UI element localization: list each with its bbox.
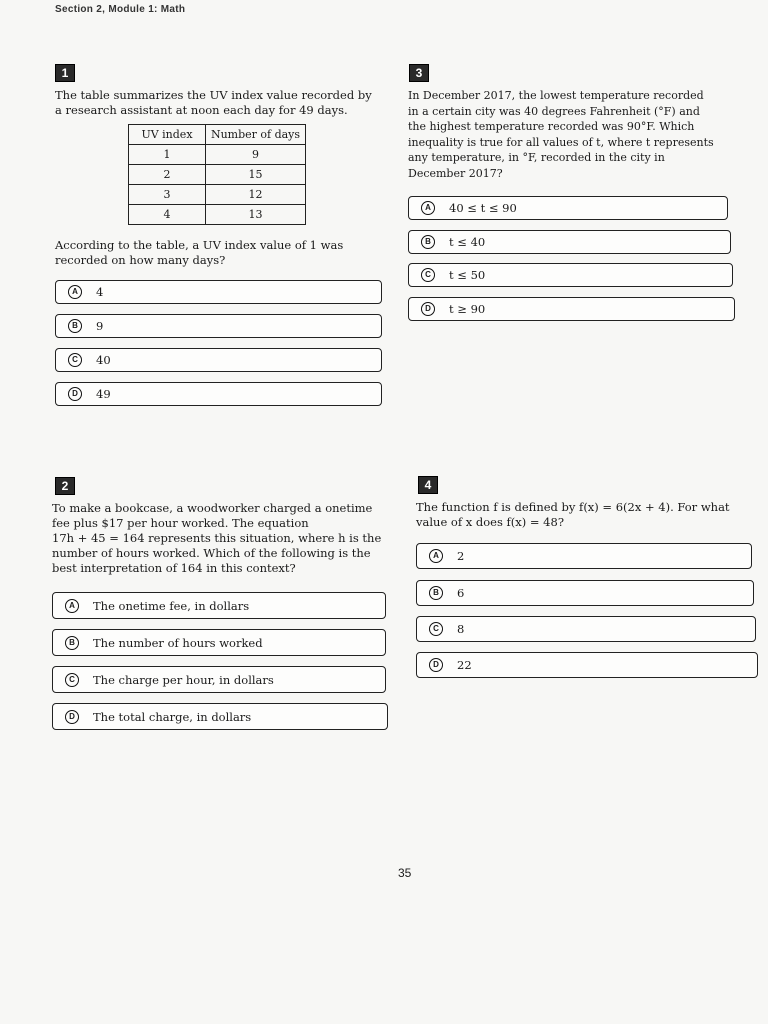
table-row	[129, 185, 306, 205]
choice-letter-b: B	[68, 319, 82, 333]
choice-text: 9	[96, 319, 104, 333]
q3-choice-c[interactable]	[408, 263, 733, 287]
choice-letter-c: C	[421, 268, 435, 282]
q2-choice-d[interactable]	[52, 703, 388, 730]
choice-letter-c: C	[68, 353, 82, 367]
q3-choice-a[interactable]	[408, 196, 728, 220]
table-row	[129, 145, 306, 165]
question-4-text: The function f is defined by f(x) = 6(2x + 4). For what value of x does f(x) = 48?	[416, 500, 730, 529]
choice-text: The charge per hour, in dollars	[93, 672, 274, 687]
q4-choice-c[interactable]	[416, 616, 756, 642]
choice-text: 22	[457, 658, 472, 672]
uv-index-table	[128, 124, 306, 225]
q3-choice-d[interactable]	[408, 297, 735, 321]
question-number-3: 3	[409, 64, 429, 82]
q4-choice-d[interactable]	[416, 652, 758, 678]
question-number-1: 1	[55, 64, 75, 82]
choice-letter-a: A	[68, 285, 82, 299]
choice-letter-c: C	[65, 673, 79, 687]
table-row	[129, 165, 306, 185]
choice-letter-a: A	[65, 599, 79, 613]
choice-letter-a: A	[421, 201, 435, 215]
table-header-row	[129, 125, 306, 145]
table-cell: 4	[129, 205, 206, 225]
table-cell: 1	[129, 145, 206, 165]
table-cell: 3	[129, 185, 206, 205]
page-number: 35	[398, 866, 412, 880]
q3-choice-b[interactable]	[408, 230, 731, 254]
choice-letter-d: D	[421, 302, 435, 316]
choice-letter-b: B	[65, 636, 79, 650]
choice-text: 40	[96, 353, 111, 367]
choice-text: The number of hours worked	[93, 635, 263, 650]
section-header: Section 2, Module 1: Math	[55, 4, 186, 15]
choice-letter-c: C	[429, 622, 443, 636]
table-row	[129, 205, 306, 225]
q2-choice-a[interactable]	[52, 592, 386, 619]
table-cell: 9	[206, 145, 306, 165]
q2-choice-b[interactable]	[52, 629, 386, 656]
choice-text: 6	[457, 586, 465, 600]
question-3-text: In December 2017, the lowest temperature recorded in a certain city was 40 degrees Fahrenheit (°F) and the highest temperature recorded was 90°F. Which inequality is true for all values of t, where t represents any temperature, in °F, recorded in the city in December 2017?	[408, 89, 714, 180]
choice-letter-d: D	[68, 387, 82, 401]
choice-letter-d: D	[65, 710, 79, 724]
choice-letter-b: B	[421, 235, 435, 249]
choice-text: t ≤ 40	[449, 235, 486, 249]
q4-choice-b[interactable]	[416, 580, 754, 606]
choice-text: 2	[457, 549, 465, 563]
choice-letter-d: D	[429, 658, 443, 672]
choice-text: t ≤ 50	[449, 268, 486, 282]
choice-text: 49	[96, 387, 111, 401]
table-cell: 15	[206, 165, 306, 185]
q4-choice-a[interactable]	[416, 543, 752, 569]
choice-text: 4	[96, 285, 104, 299]
question-1-prompt: According to the table, a UV index value of 1 was recorded on how many days?	[55, 238, 344, 267]
table-cell: 12	[206, 185, 306, 205]
question-number-2: 2	[55, 477, 75, 495]
q1-choice-a[interactable]	[55, 280, 382, 304]
table-header-uv-index: UV index	[129, 125, 206, 145]
choice-text: t ≥ 90	[449, 302, 486, 316]
table-cell: 2	[129, 165, 206, 185]
q1-choice-c[interactable]	[55, 348, 382, 372]
q2-choice-c[interactable]	[52, 666, 386, 693]
choice-text: 8	[457, 622, 465, 636]
choice-letter-a: A	[429, 549, 443, 563]
choice-letter-b: B	[429, 586, 443, 600]
q1-choice-d[interactable]	[55, 382, 382, 406]
choice-text: 40 ≤ t ≤ 90	[449, 201, 517, 215]
table-cell: 13	[206, 205, 306, 225]
table-header-number-of-days: Number of days	[206, 125, 306, 145]
question-1-text: The table summarizes the UV index value recorded by a research assistant at noon each day for 49 days.	[55, 88, 372, 117]
q1-choice-b[interactable]	[55, 314, 382, 338]
question-number-4: 4	[418, 476, 438, 494]
choice-text: The onetime fee, in dollars	[93, 598, 250, 613]
question-2-text: To make a bookcase, a woodworker charged a onetime fee plus $17 per hour worked. The equation 17h + 45 = 164 represents this situation, where h is the number of hours worked. Which of the following is the best interpretation of 164 in this context?	[52, 501, 382, 575]
choice-text: The total charge, in dollars	[93, 709, 252, 724]
